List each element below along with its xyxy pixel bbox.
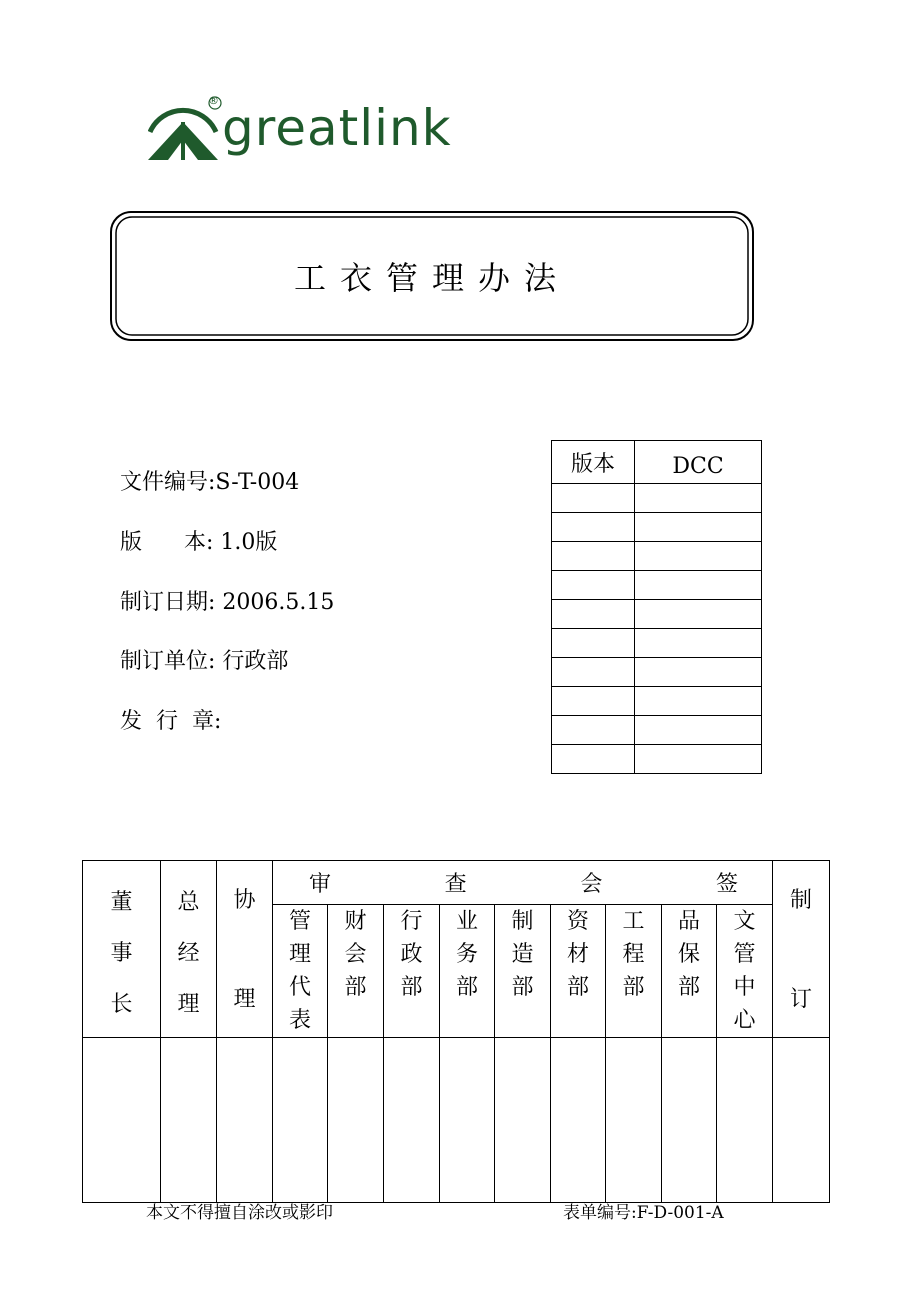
file-number-label: 文件编号:: [120, 470, 216, 495]
review-signoff-header: [273, 861, 773, 905]
unit-label: 制订单位:: [120, 649, 216, 674]
table-row: [552, 629, 762, 658]
table-row: [552, 484, 762, 513]
brand-name: greatlink: [222, 99, 452, 157]
seal-line: [106, 677, 221, 737]
version-line: [106, 498, 277, 558]
unit-line: [106, 617, 288, 677]
table-row: [552, 745, 762, 774]
table-row: [552, 687, 762, 716]
review-char-2: 查: [444, 872, 467, 897]
unit-value: 行政部: [222, 649, 289, 674]
table-row: [552, 513, 762, 542]
review-char-4: 签: [715, 872, 738, 897]
dept-manufacturing: 制造部: [495, 905, 551, 1038]
registered-mark: ®: [208, 94, 219, 107]
dept-materials: 资材部: [551, 905, 606, 1038]
version-table-header: [552, 441, 762, 484]
file-number-line: [106, 438, 299, 498]
dept-mgmt-rep: 管理代表: [273, 905, 328, 1038]
version-label: 版 本:: [120, 530, 214, 555]
table-row: [552, 600, 762, 629]
form-number: 表单编号:F-D-001-A: [563, 1203, 724, 1223]
date-value: 2006.5.15: [222, 590, 335, 615]
table-row: [552, 658, 762, 687]
dept-finance: 财会部: [328, 905, 384, 1038]
footer-note: 本文不得擅自涂改或影印: [146, 1203, 333, 1223]
dept-sales: 业务部: [440, 905, 495, 1038]
assistant-top: 协: [233, 888, 256, 913]
version-value: 1.0版: [220, 530, 278, 555]
assistant-bottom: 理: [233, 987, 256, 1012]
table-row: [552, 571, 762, 600]
dept-quality: 品保部: [662, 905, 717, 1038]
dept-admin: 行政部: [384, 905, 440, 1038]
date-line: [106, 558, 334, 618]
drafter-top: 制: [790, 888, 813, 913]
gm-header: 总经理: [161, 861, 217, 1038]
review-char-1: 审: [309, 872, 332, 897]
table-row: [552, 716, 762, 745]
version-table: [551, 440, 762, 774]
sign-header-row: [83, 861, 830, 905]
review-char-3: 会: [580, 872, 603, 897]
dept-engineering: 工程部: [606, 905, 662, 1038]
table-row: [552, 542, 762, 571]
sign-off-table: [82, 860, 830, 1203]
chairman-header: 董事长: [83, 861, 161, 1038]
document-title: 工衣管理办法: [293, 259, 570, 297]
dcc-header: DCC: [635, 441, 762, 484]
drafter-header: [773, 861, 830, 1038]
version-header: 版本: [552, 441, 635, 484]
signature-row: [83, 1038, 830, 1203]
date-label: 制订日期:: [120, 590, 216, 615]
file-number-value: S-T-004: [215, 470, 300, 495]
dept-doc-center: 文管中心: [717, 905, 773, 1038]
seal-label: 发 行 章:: [120, 709, 222, 734]
assistant-header: [217, 861, 273, 1038]
drafter-bottom: 订: [790, 987, 813, 1012]
